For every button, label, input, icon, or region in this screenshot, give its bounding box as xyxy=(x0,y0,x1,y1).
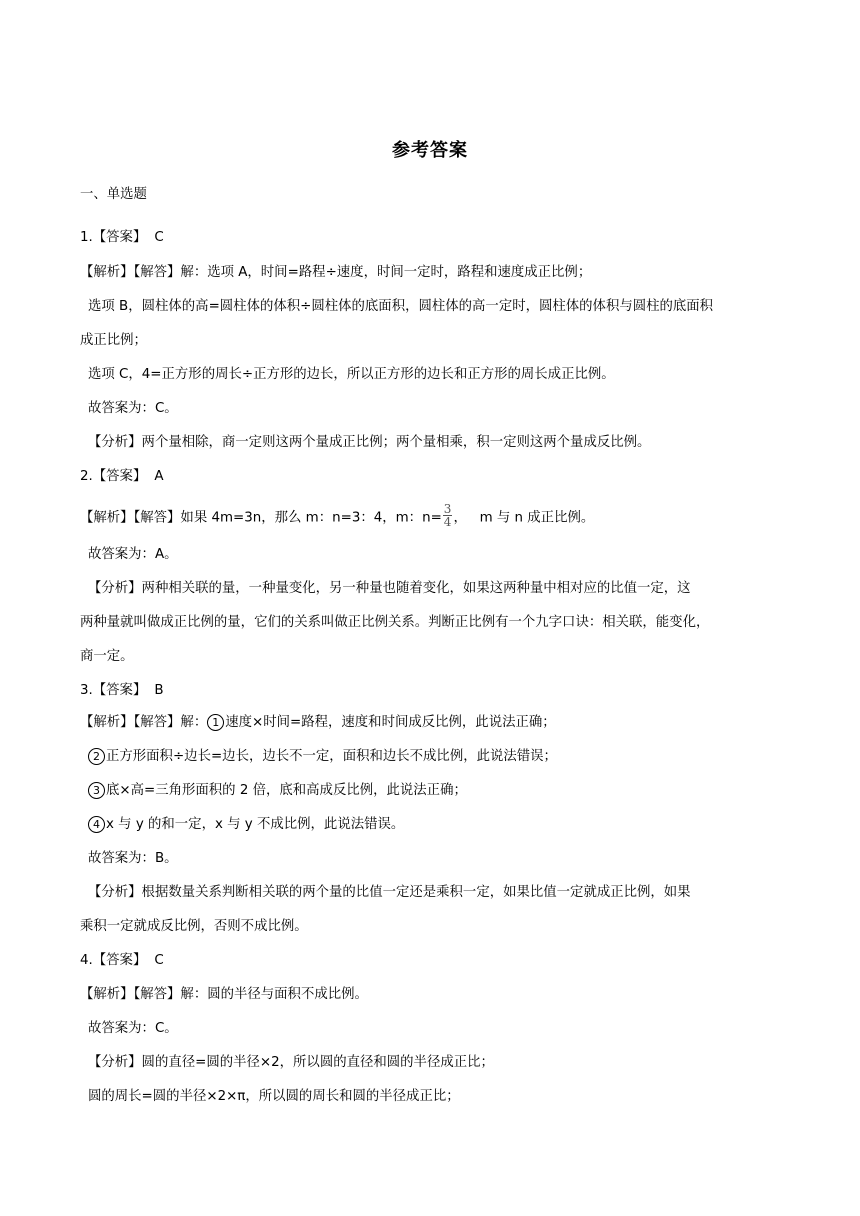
q2-answer-label: 2.【答案】 xyxy=(80,469,147,484)
q2-analysis-text-pre: 【解析】【解答】如果 4m=3n，那么 m：n=3：4，m：n= xyxy=(80,510,442,526)
q1-answer-label: 1.【答案】 xyxy=(80,230,147,245)
q2-analysis-note-line2: 两种量就叫做成正比例的量，它们的关系叫做正比例关系。判断正比例有一个九字口诀：相关联，能变化， xyxy=(80,615,710,630)
q3-answer-line xyxy=(80,682,780,700)
q3-statement-4-line xyxy=(88,816,788,834)
q2-analysis-text-post: ， m 与 n 成正比例。 xyxy=(453,510,595,526)
q2-analysis-note-line1: 【分析】两种相关联的量，一种量变化，另一种量也随着变化，如果这两种量中相对应的比值一定，这 xyxy=(88,581,691,596)
q3-analysis-note-line1: 【分析】根据数量关系判断相关联的两个量的比值一定还是乘积一定，如果比值一定就成正比例，如果 xyxy=(88,885,691,900)
q3-statement-2-line xyxy=(88,748,788,766)
q3-statement-3-line xyxy=(88,782,788,800)
q1-analysis-note: 【分析】两个量相除，商一定则这两个量成正比例；两个量相乘，积一定则这两个量成反比例。 xyxy=(88,435,651,450)
q4-answer-line xyxy=(80,952,780,970)
q2-fraction xyxy=(443,503,453,528)
q3-result: 故答案为：B。 xyxy=(88,851,178,866)
page-title: 参考答案 xyxy=(392,140,468,161)
q2-result: 故答案为：A。 xyxy=(88,547,178,562)
q3-statement-3: 底×高=三角形面积的 2 倍，底和高成反比例，此说法正确； xyxy=(106,783,467,798)
q4-result: 故答案为：C。 xyxy=(88,1021,178,1036)
q3-statement-1: 速度×时间=路程，速度和时间成反比例，此说法正确； xyxy=(225,715,556,730)
q3-statement-4: x 与 y 的和一定，x 与 y 不成比例，此说法错误。 xyxy=(106,817,405,832)
q3-statement-2: 正方形面积÷边长=边长，边长不一定，面积和边长不成比例，此说法错误； xyxy=(106,749,557,764)
circled-number-3: 3 xyxy=(88,782,105,799)
q3-analysis-line xyxy=(80,714,780,732)
circled-number-2: 2 xyxy=(88,748,105,765)
q3-answer-label: 3.【答案】 xyxy=(80,683,147,698)
q1-option-b-line1: 选项 B，圆柱体的高=圆柱体的体积÷圆柱体的底面积，圆柱体的高一定时，圆柱体的体积与圆柱的底面积 xyxy=(88,299,714,314)
q4-analysis-line: 【解析】【解答】解：圆的半径与面积不成比例。 xyxy=(80,987,368,1002)
q2-fraction-denominator: 4 xyxy=(443,515,452,529)
circled-number-4: 4 xyxy=(88,816,105,833)
q1-option-c-line: 选项 C，4=正方形的周长÷正方形的边长，所以正方形的边长和正方形的周长成正比例。 xyxy=(88,367,615,382)
q2-analysis-note-line3: 商一定。 xyxy=(80,649,134,664)
circled-number-1: 1 xyxy=(207,714,224,731)
section-heading: 一、单选题 xyxy=(80,187,147,202)
q3-analysis-note-line2: 乘积一定就成反比例，否则不成比例。 xyxy=(80,919,308,934)
q2-fraction-numerator: 3 xyxy=(443,502,452,516)
q4-analysis-note-line2: 圆的周长=圆的半径×2×π，所以圆的周长和圆的半径成正比； xyxy=(88,1089,460,1104)
q4-analysis-note-line1: 【分析】圆的直径=圆的半径×2，所以圆的直径和圆的半径成正比； xyxy=(88,1055,494,1070)
q2-answer-line xyxy=(80,468,780,486)
q1-result: 故答案为：C。 xyxy=(88,401,178,416)
q1-option-b-line2: 成正比例； xyxy=(80,333,147,348)
q2-analysis-line xyxy=(80,502,780,530)
q4-answer-value: C xyxy=(154,953,164,968)
q1-analysis-line: 【解析】【解答】解：选项 A，时间=路程÷速度，时间一定时，路程和速度成正比例； xyxy=(80,265,592,280)
q1-answer-value: C xyxy=(154,230,164,245)
q1-answer-line xyxy=(80,229,780,247)
q2-answer-value: A xyxy=(154,469,164,484)
q4-answer-label: 4.【答案】 xyxy=(80,953,147,968)
q3-analysis-text-pre: 【解析】【解答】解： xyxy=(80,715,208,730)
q3-answer-value: B xyxy=(154,683,164,698)
